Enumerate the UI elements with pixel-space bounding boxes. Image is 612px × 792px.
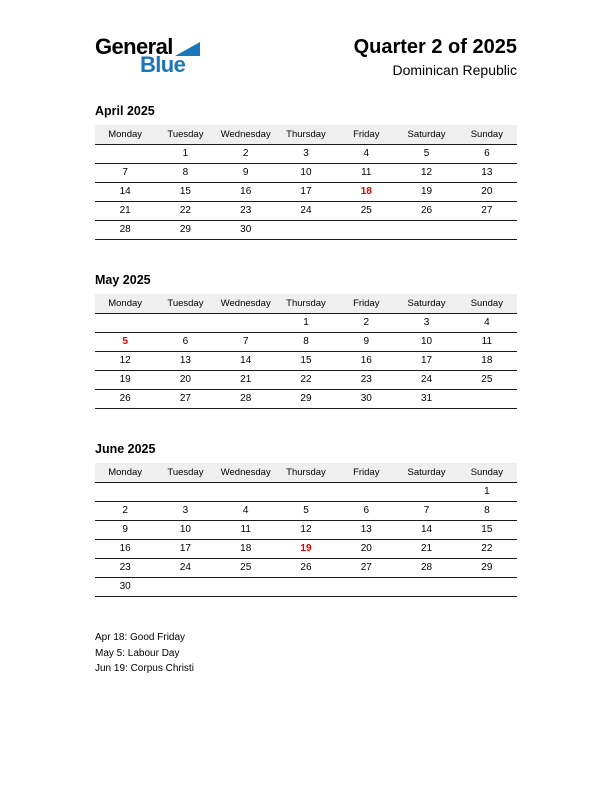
day-cell: 12	[276, 521, 336, 540]
footnote: May 5: Labour Day	[95, 647, 180, 659]
day-header: Tuesday	[155, 463, 215, 483]
empty-day-cell	[216, 483, 276, 502]
day-cell: 17	[155, 540, 215, 559]
day-cell: 16	[216, 183, 276, 202]
empty-day-cell	[336, 483, 396, 502]
empty-day-cell	[276, 578, 336, 597]
day-cell: 7	[95, 164, 155, 183]
logo	[95, 36, 200, 76]
empty-day-cell	[336, 221, 396, 240]
day-header: Thursday	[276, 294, 336, 314]
day-cell: 26	[95, 390, 155, 409]
month-title: June 2025	[95, 442, 156, 456]
day-cell: 17	[396, 352, 456, 371]
day-cell: 21	[95, 202, 155, 221]
day-cell: 6	[336, 502, 396, 521]
day-cell: 3	[155, 502, 215, 521]
day-cell: 14	[216, 352, 276, 371]
day-cell: 22	[276, 371, 336, 390]
day-cell: 12	[396, 164, 456, 183]
day-header: Tuesday	[155, 125, 215, 145]
day-cell: 8	[155, 164, 215, 183]
day-header: Monday	[95, 125, 155, 145]
day-header: Friday	[336, 294, 396, 314]
day-cell: 19	[95, 371, 155, 390]
month-calendar	[95, 294, 517, 409]
day-cell: 17	[276, 183, 336, 202]
week-row	[95, 314, 517, 333]
week-row	[95, 183, 517, 202]
day-cell: 1	[457, 483, 517, 502]
day-cell: 9	[95, 521, 155, 540]
day-cell: 13	[155, 352, 215, 371]
month-section	[95, 273, 517, 409]
day-header: Sunday	[457, 125, 517, 145]
month-section	[95, 442, 517, 597]
empty-day-cell	[396, 483, 456, 502]
day-cell: 23	[216, 202, 276, 221]
day-cell: 16	[95, 540, 155, 559]
week-row	[95, 333, 517, 352]
day-cell: 13	[457, 164, 517, 183]
day-cell: 23	[336, 371, 396, 390]
day-cell: 5	[95, 333, 155, 352]
day-header: Friday	[336, 463, 396, 483]
empty-day-cell	[216, 314, 276, 333]
day-cell: 23	[95, 559, 155, 578]
day-cell: 28	[95, 221, 155, 240]
day-cell: 8	[457, 502, 517, 521]
day-cell: 19	[276, 540, 336, 559]
empty-day-cell	[457, 390, 517, 409]
empty-day-cell	[276, 483, 336, 502]
day-cell: 25	[336, 202, 396, 221]
day-cell: 30	[216, 221, 276, 240]
day-cell: 26	[396, 202, 456, 221]
empty-day-cell	[336, 578, 396, 597]
day-cell: 12	[95, 352, 155, 371]
day-cell: 6	[155, 333, 215, 352]
day-cell: 11	[457, 333, 517, 352]
day-cell: 5	[396, 145, 456, 164]
day-cell: 21	[396, 540, 456, 559]
day-cell: 10	[276, 164, 336, 183]
week-row	[95, 521, 517, 540]
day-cell: 4	[336, 145, 396, 164]
empty-day-cell	[276, 221, 336, 240]
day-cell: 5	[276, 502, 336, 521]
empty-day-cell	[396, 221, 456, 240]
page-title: Quarter 2 of 2025	[353, 36, 517, 58]
week-row	[95, 221, 517, 240]
day-cell: 2	[95, 502, 155, 521]
day-cell: 31	[396, 390, 456, 409]
day-cell: 28	[216, 390, 276, 409]
day-header: Friday	[336, 125, 396, 145]
week-row	[95, 371, 517, 390]
day-cell: 13	[336, 521, 396, 540]
day-cell: 20	[155, 371, 215, 390]
day-cell: 9	[336, 333, 396, 352]
day-cell: 15	[457, 521, 517, 540]
week-row	[95, 164, 517, 183]
day-cell: 18	[336, 183, 396, 202]
week-row	[95, 559, 517, 578]
day-cell: 27	[155, 390, 215, 409]
month-calendar	[95, 463, 517, 597]
day-cell: 3	[276, 145, 336, 164]
day-cell: 2	[216, 145, 276, 164]
day-header: Wednesday	[216, 125, 276, 145]
month-title: April 2025	[95, 104, 155, 118]
empty-day-cell	[457, 221, 517, 240]
day-header: Wednesday	[216, 463, 276, 483]
day-cell: 7	[216, 333, 276, 352]
week-row	[95, 483, 517, 502]
day-cell: 14	[396, 521, 456, 540]
empty-day-cell	[95, 145, 155, 164]
day-header: Thursday	[276, 463, 336, 483]
day-cell: 22	[457, 540, 517, 559]
day-cell: 16	[336, 352, 396, 371]
day-cell: 14	[95, 183, 155, 202]
day-header: Saturday	[396, 125, 456, 145]
month-title: May 2025	[95, 273, 151, 287]
day-cell: 22	[155, 202, 215, 221]
empty-day-cell	[95, 314, 155, 333]
empty-day-cell	[216, 578, 276, 597]
day-cell: 25	[457, 371, 517, 390]
day-cell: 29	[457, 559, 517, 578]
empty-day-cell	[155, 314, 215, 333]
day-cell: 26	[276, 559, 336, 578]
day-cell: 24	[396, 371, 456, 390]
page-subtitle: Dominican Republic	[392, 62, 517, 78]
week-row	[95, 578, 517, 597]
page-header	[95, 36, 517, 78]
day-cell: 18	[216, 540, 276, 559]
day-header: Saturday	[396, 294, 456, 314]
months	[95, 104, 517, 597]
day-cell: 20	[457, 183, 517, 202]
day-cell: 27	[457, 202, 517, 221]
footnotes	[95, 630, 517, 677]
month-calendar	[95, 125, 517, 240]
day-header: Monday	[95, 463, 155, 483]
day-cell: 6	[457, 145, 517, 164]
day-header: Monday	[95, 294, 155, 314]
day-cell: 29	[155, 221, 215, 240]
title-block	[354, 36, 517, 78]
day-cell: 21	[216, 371, 276, 390]
day-cell: 25	[216, 559, 276, 578]
day-cell: 1	[276, 314, 336, 333]
week-row	[95, 390, 517, 409]
empty-day-cell	[155, 483, 215, 502]
day-header: Saturday	[396, 463, 456, 483]
empty-day-cell	[457, 578, 517, 597]
day-cell: 3	[396, 314, 456, 333]
day-cell: 29	[276, 390, 336, 409]
day-cell: 19	[396, 183, 456, 202]
day-header: Tuesday	[155, 294, 215, 314]
day-cell: 24	[276, 202, 336, 221]
day-cell: 24	[155, 559, 215, 578]
week-row	[95, 540, 517, 559]
day-cell: 15	[276, 352, 336, 371]
week-row	[95, 352, 517, 371]
week-row	[95, 502, 517, 521]
day-cell: 11	[336, 164, 396, 183]
day-cell: 30	[336, 390, 396, 409]
day-cell: 9	[216, 164, 276, 183]
day-cell: 30	[95, 578, 155, 597]
day-cell: 11	[216, 521, 276, 540]
day-cell: 10	[155, 521, 215, 540]
day-cell: 4	[457, 314, 517, 333]
day-cell: 7	[396, 502, 456, 521]
month-section	[95, 104, 517, 240]
day-header: Sunday	[457, 463, 517, 483]
day-cell: 2	[336, 314, 396, 333]
day-header: Wednesday	[216, 294, 276, 314]
day-header: Sunday	[457, 294, 517, 314]
week-row	[95, 145, 517, 164]
logo-text-blue: Blue	[140, 52, 186, 77]
week-row	[95, 202, 517, 221]
logo-text-general: General	[95, 34, 173, 59]
footnote: Apr 18: Good Friday	[95, 632, 186, 643]
day-cell: 15	[155, 183, 215, 202]
day-header: Thursday	[276, 125, 336, 145]
day-cell: 27	[336, 559, 396, 578]
empty-day-cell	[95, 483, 155, 502]
day-cell: 8	[276, 333, 336, 352]
day-cell: 10	[396, 333, 456, 352]
empty-day-cell	[155, 578, 215, 597]
day-cell: 4	[216, 502, 276, 521]
day-cell: 18	[457, 352, 517, 371]
day-cell: 28	[396, 559, 456, 578]
day-cell: 1	[155, 145, 215, 164]
footnote: Jun 19: Corpus Christi	[95, 663, 194, 674]
day-cell: 20	[336, 540, 396, 559]
empty-day-cell	[396, 578, 456, 597]
